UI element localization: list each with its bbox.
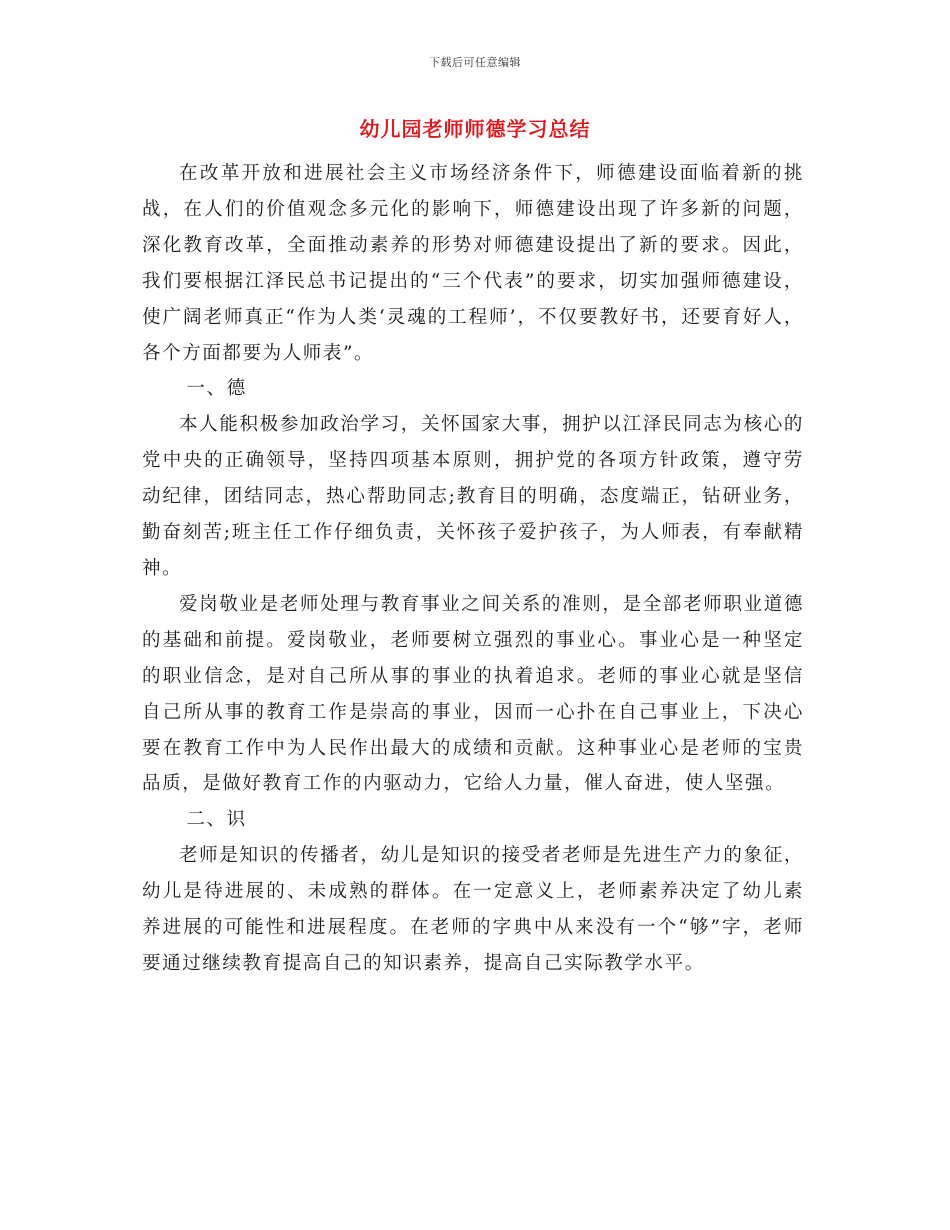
paragraph-intro: 在改革开放和进展社会主义市场经济条件下，师德建设面临着新的挑战，在人们的价值观念多元化的影响下，师德建设出现了许多新的问题，深化教育改革，全面推动素养的形势对师德建设提出了新的要求。因此，我们要根据江泽民总书记提出的“三个代表”的要求，切实加强师德建设，使广阔老师真正“作为人类‘灵魂的工程师’，不仅要教好书，还要育好人，各个方面都要为人师表”。 (142, 163, 804, 364)
paragraph-dedication: 爱岗敬业是老师处理与教育事业之间关系的准则，是全部老师职业道德的基础和前提。爱岗敬业，老师要树立强烈的事业心。事业心是一种坚定的职业信念，是对自己所从事的事业的执着追求。老师的事业心就是坚信自己所从事的教育工作是崇高的事业，因而一心扑在自己事业上，下决心要在教育工作中为人民作出最大的成绩和贡献。这种事业心是老师的宝贵品质，是做好教育工作的内驱动力，它给人力量，催人奋进，使人坚强。 (142, 593, 804, 795)
paragraph-morality: 本人能积极参加政治学习，关怀国家大事，拥护以江泽民同志为核心的党中央的正确领导，坚持四项基本原则，拥护党的各项方针政策，遵守劳动纪律，团结同志，热心帮助同志;教育目的明确，态度端正，钻研业务，勤奋刻苦;班主任工作仔细负责，关怀孩子爱护孩子，为人师表，有奉献精神。 (142, 414, 804, 579)
section-heading-morality: 一、德 (186, 378, 247, 400)
document-title: 幼儿园老师师德学习总结 (359, 117, 591, 141)
paragraph-knowledge: 老师是知识的传播者，幼儿是知识的接受者老师是先进生产力的象征，幼儿是待进展的、未成熟的群体。在一定意义上，老师素养决定了幼儿素养进展的可能性和进展程度。在老师的字典中从来没有一个“够”字，老师要通过继续教育提高自己的知识素养，提高自己实际教学水平。 (142, 845, 804, 974)
section-heading-knowledge: 二、识 (186, 809, 247, 831)
document-body (142, 156, 804, 982)
header-note: 下载后可任意编辑 (429, 56, 521, 69)
